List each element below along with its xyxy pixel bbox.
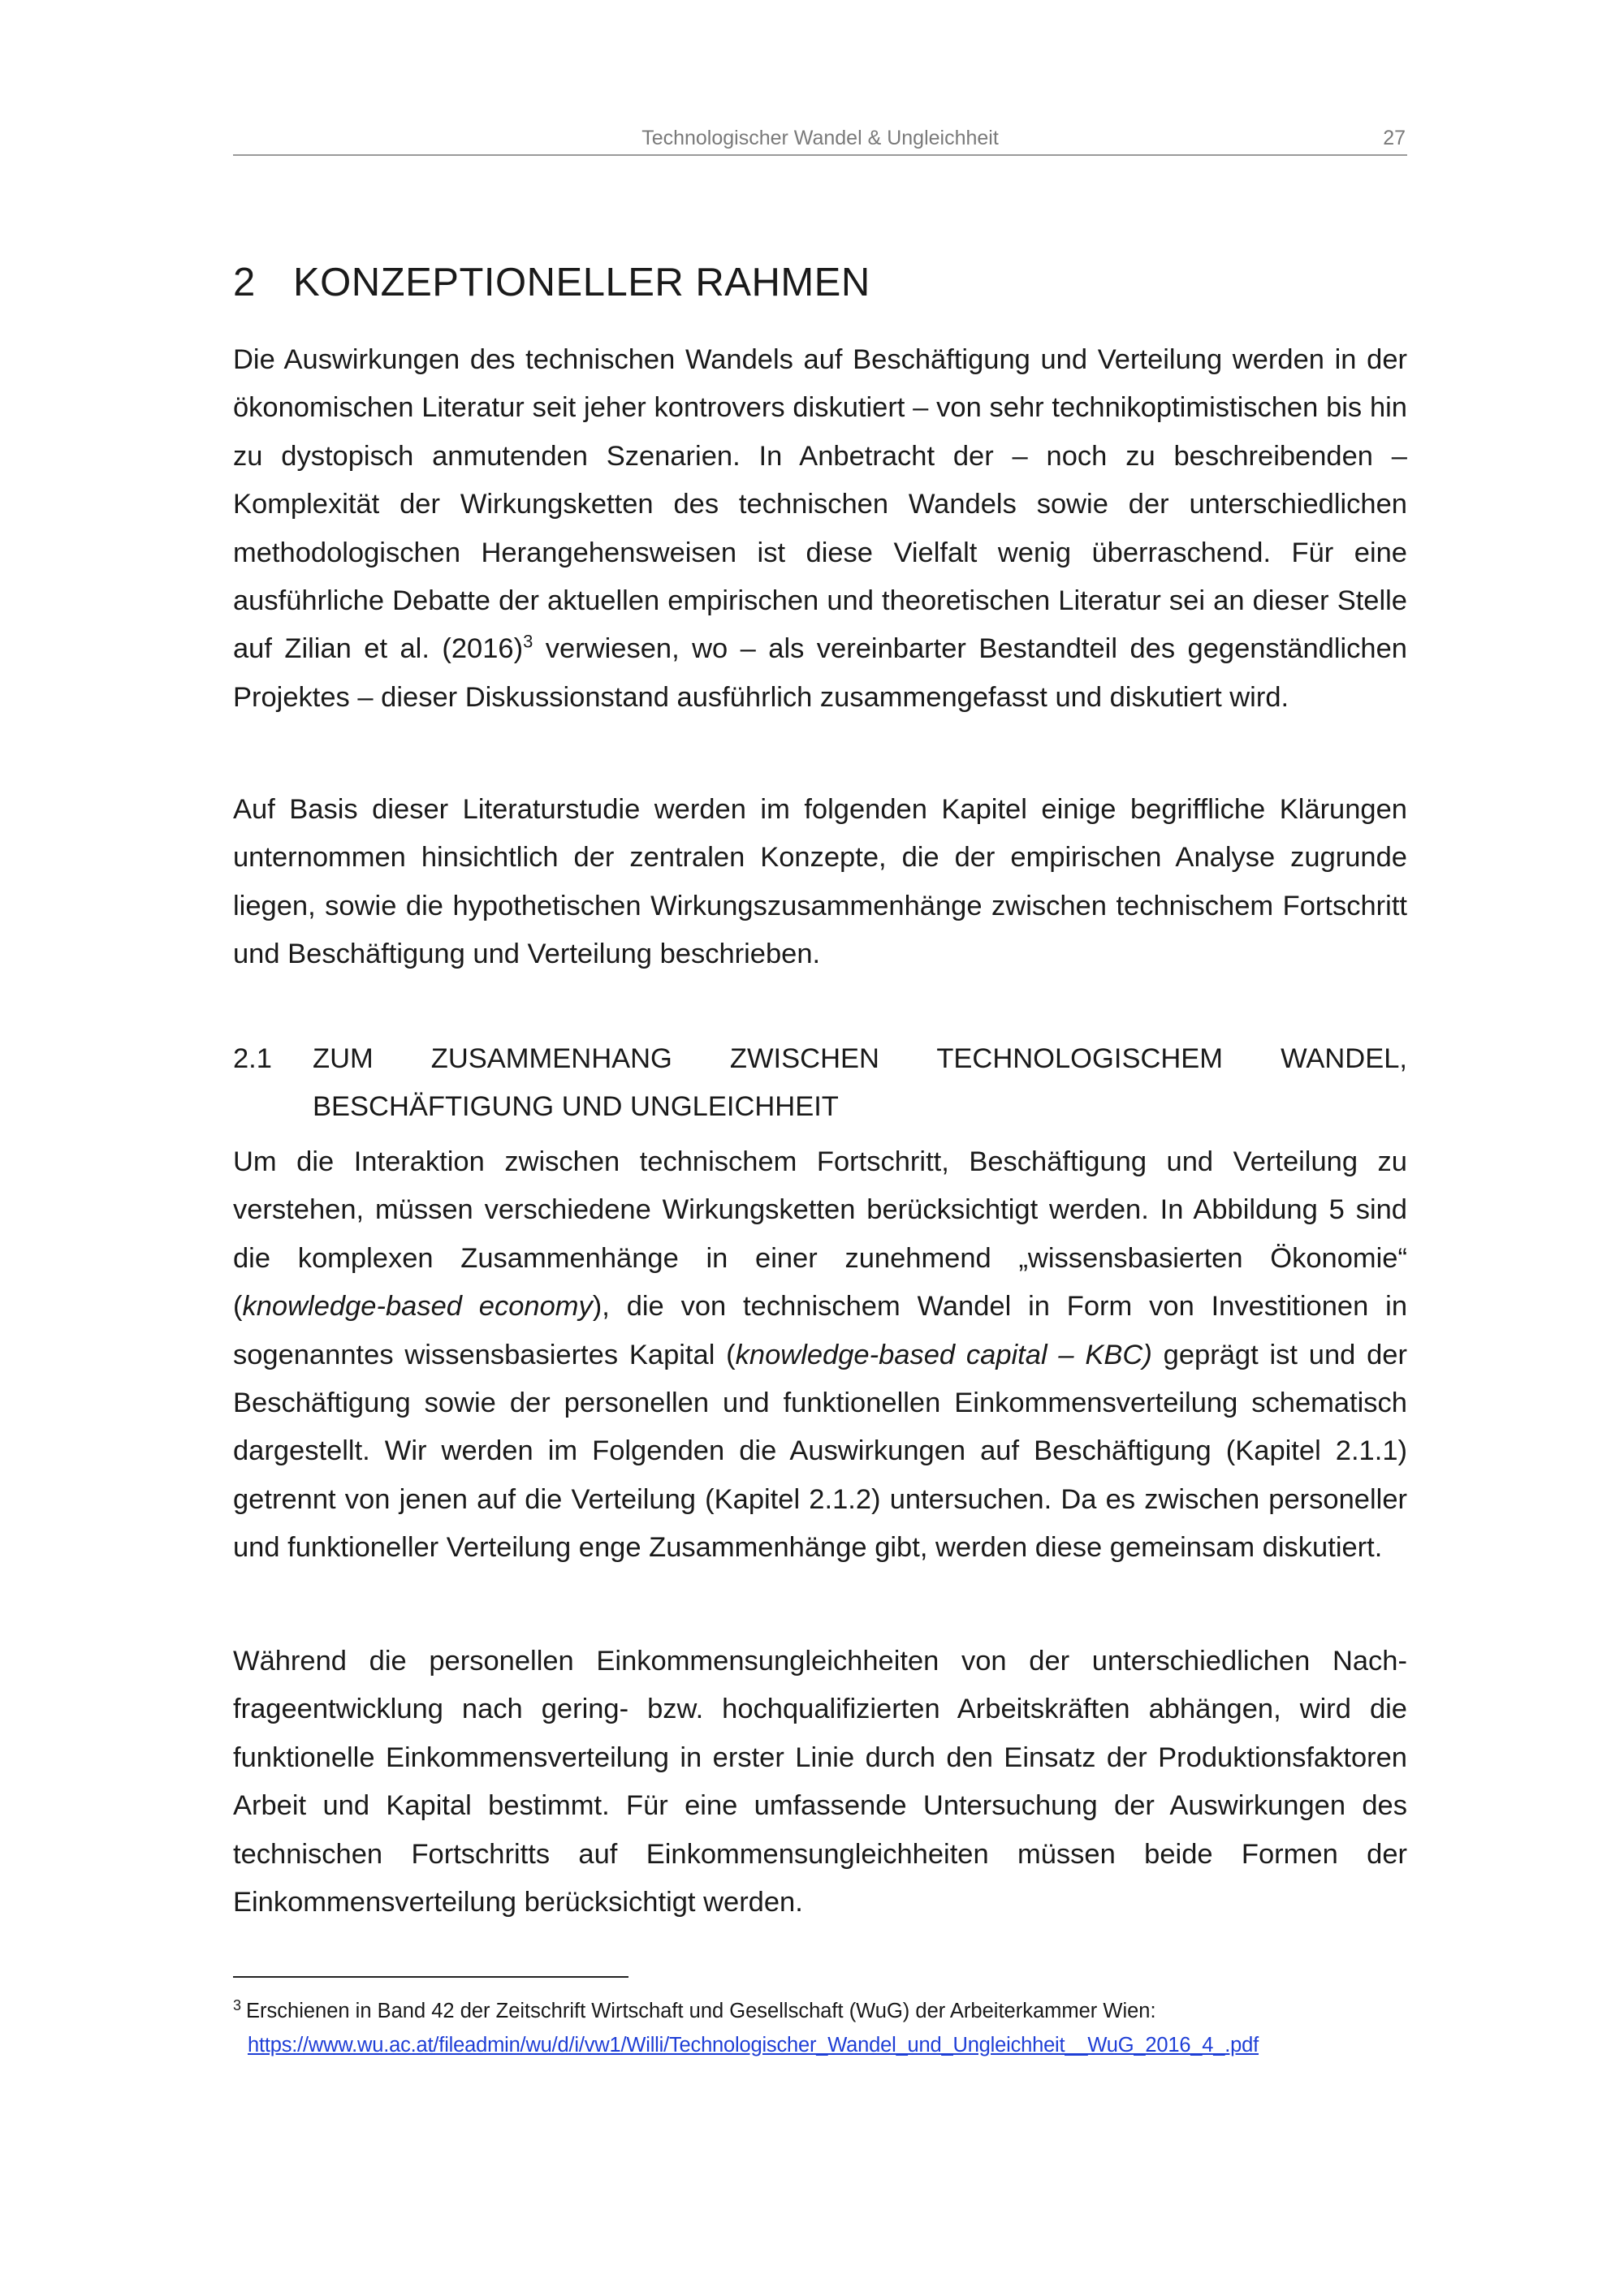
paragraph-interaction-text-a: Um die Interaktion zwischen technischem Fortschritt, Beschäftigung und Verteilung zu verstehen, müssen verschiedene Wirkungsketten berücksichtigt werden. In Abbildung 5 sind die komplexen Zusammenhänge in einer zunehmend „wissensbasierten Ökonomie“ ( <box>233 1146 1407 1323</box>
page-number: 27 <box>1383 127 1406 149</box>
chapter-title: KONZEPTIONELLER RAHMEN <box>293 261 870 304</box>
header-title: Technologischer Wandel & Ungleichheit <box>641 127 999 149</box>
running-header <box>233 125 1407 156</box>
footnote-link[interactable]: https://www.wu.ac.at/fileadmin/wu/d/i/vw1/Willi/Technologischer_Wandel_und_Ungleichheit__WuG_2016_4_.pdf <box>248 2034 1259 2056</box>
paragraph-literature: Auf Basis dieser Literaturstudie werden im folgenden Kapitel einige begriffliche Klärungen unternommen hinsichtlich der zentralen Konzepte, die der empirischen Analyse zugrunde liegen, sowie die hypothetischen Wirkungszusammenhänge zwischen technischem Fortschritt und Beschäftigung und Verteilung beschrieben. <box>233 794 1407 970</box>
paragraph-interaction <box>233 1138 1407 1573</box>
paragraph-intro-text-b: verwiesen, wo – als vereinbarter Bestandteil des gegenständlichen Projektes – dieser Diskussionstand ausführlich zusammengefasst und diskutiert wird. <box>233 633 1407 713</box>
term-knowledge-based-economy: knowledge-based economy <box>242 1291 593 1323</box>
paragraph-intro-text-a: Die Auswirkungen des technischen Wandels auf Beschäftigung und Verteilung werden in der ökonomischen Literatur seit jeher kontrovers diskutiert – von sehr technikoptimistischen bis hin zu dystopisch anmutenden Szenarien. In Anbetracht der – noch zu beschreibenden – Komplexität der Wirkungsketten des technischen Wandels sowie der unterschiedlichen methodologischen Herangehensweisen ist diese Vielfalt wenig überraschend. Für eine ausführliche Debatte der aktuellen empirischen und theoretischen Literatur sei an dieser Stelle auf Zilian et al. (2016) <box>233 344 1407 665</box>
section-title: ZUM ZUSAMMENHANG ZWISCHEN TECHNOLOGISCHEM WANDEL, BESCHÄFTIGUNG UND UNGLEICHHEIT <box>313 1043 1407 1122</box>
paragraph-income-distribution: Während die personellen Einkommensungleichheiten von der unterschiedlichen Nachfrageentwicklung nach gering- bzw. hochqualifizierten Arbeitskräften abhängen, wird die funktionelle Einkommensverteilung in erster Linie durch den Einsatz der Produktionsfaktoren Arbeit und Kapital bestimmt. Für eine umfassende Untersuchung der Auswirkungen des technischen Fortschritts auf Einkommensungleichheiten müssen beide Formen der Einkommensverteilung berücksichtigt werden. <box>233 1646 1407 1918</box>
chapter-number: 2 <box>233 261 256 304</box>
footnote <box>233 1994 1407 2062</box>
section-number: 2.1 <box>233 1043 272 1074</box>
term-knowledge-based-capital: knowledge-based capital – KBC) <box>735 1339 1152 1370</box>
footnote-separator <box>233 1976 628 1978</box>
footnote-reference[interactable]: 3 <box>523 631 533 652</box>
paragraph-interaction-text-c: geprägt ist und der Beschäftigung sowie der personellen und funktionellen Einkommensverteilung schematisch dargestellt. Wir werden im Folgenden die Auswirkungen auf Beschäftigung (Kapitel 2.1.1) getrennt von jenen auf die Verteilung (Kapitel 2.1.2) untersuchen. Da es zwischen personeller und funktioneller Verteilung enge Zusammenhänge gibt, werden diese gemeinsam diskutiert. <box>233 1339 1407 1564</box>
footnote-marker: 3 <box>233 1996 242 2013</box>
paragraph-interaction-text-b: ), die von technischem Wandel in Form von Investitionen in sogenanntes wissensbasiertes Kapital ( <box>233 1291 1408 1370</box>
chapter-heading <box>233 257 1407 309</box>
paragraph-intro <box>233 336 1407 722</box>
footnote-text: Erschienen in Band 42 der Zeitschrift Wirtschaft und Gesellschaft (WuG) der Arbeiterkammer Wien: <box>246 2000 1156 2022</box>
